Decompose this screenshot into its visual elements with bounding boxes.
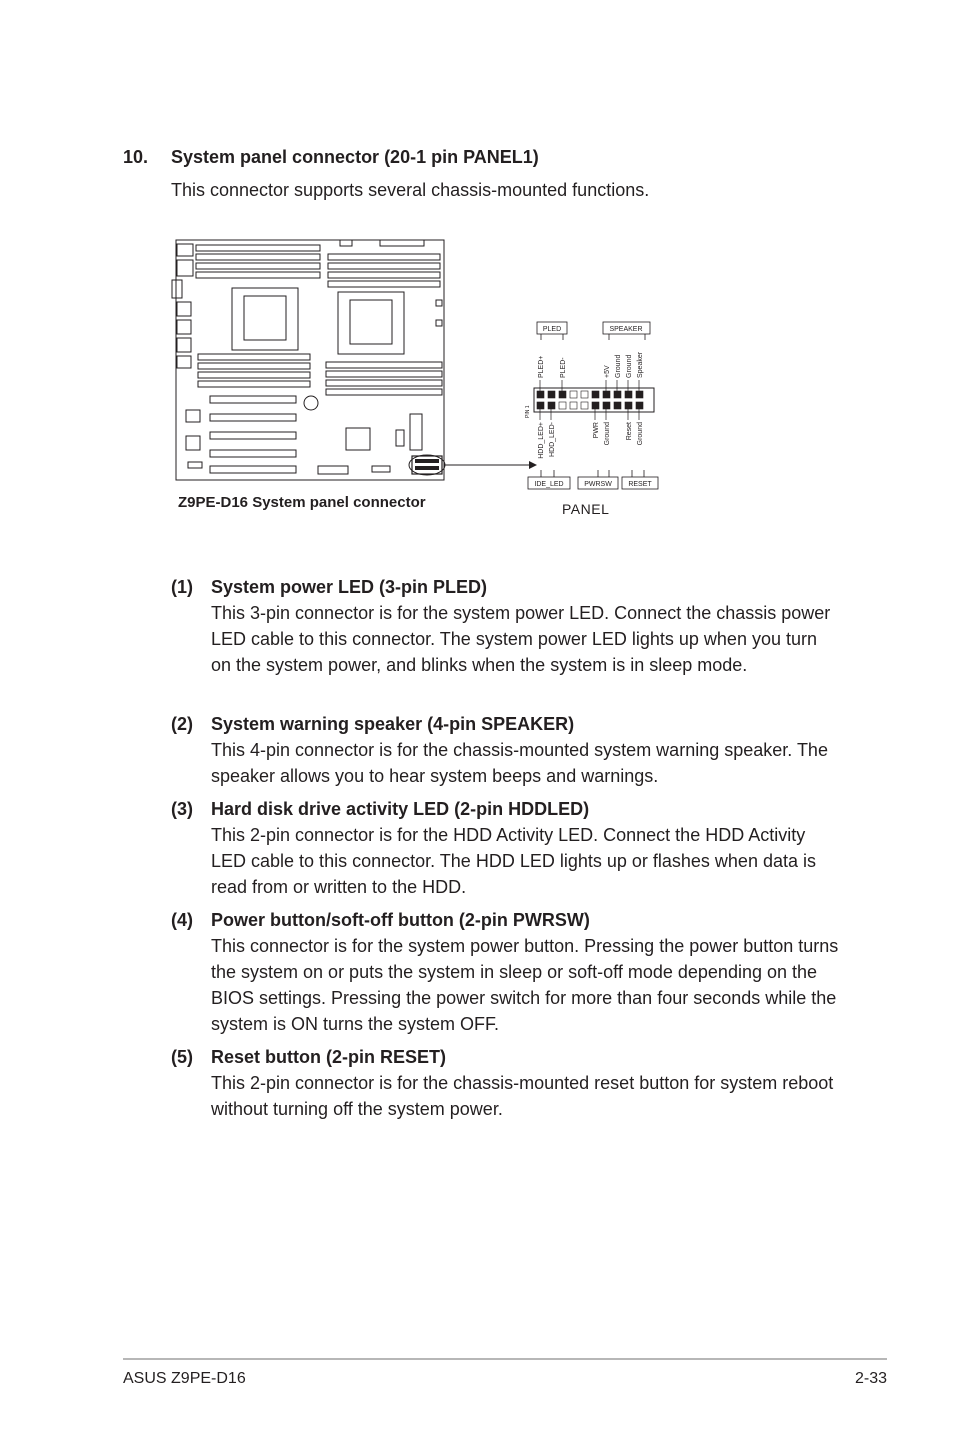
list-item [171, 796, 841, 900]
pin-label-5v: +5V [604, 365, 611, 378]
pin-label-pwr: PWR [593, 422, 600, 439]
item-number: (4) [171, 910, 193, 930]
item-number: (3) [171, 799, 193, 819]
panel-connector-figure [0, 0, 954, 560]
list-item [171, 1044, 841, 1122]
speaker-label: SPEAKER [609, 326, 643, 333]
section-number: 10. [123, 147, 149, 167]
item-title: System power LED (3-pin PLED) [211, 577, 488, 597]
pin-label-ground-4: Ground [637, 422, 644, 446]
item-title: Power button/soft-off button (2-pin PWRSW) [211, 910, 590, 930]
section-intro: This connector supports several chassis-mounted functions. [171, 180, 650, 200]
footer-product-name: ASUS Z9PE-D16 [123, 1370, 246, 1387]
item-body: This 2-pin connector is for the HDD Activity LED. Connect the HDD Activity LED cable to this connector. The HDD LED lights up or flashes when data is read from or written to the HDD. [211, 825, 816, 897]
panel-label: PANEL [562, 501, 610, 517]
item-title: Hard disk drive activity LED (2-pin HDDLED) [211, 799, 590, 819]
panel1-header-location [412, 456, 442, 474]
pin-label-ground-3: Ground [604, 422, 611, 446]
item-body: This 4-pin connector is for the chassis-mounted system warning speaker. The speaker allows you to hear system beeps and warnings. [211, 740, 828, 786]
item-body: This connector is for the system power button. Pressing the power button turns the system on or puts the system in sleep or soft-off mode depending on the BIOS settings. Pressing the power switch for more than four seconds while the system is ON turns the system OFF. [211, 936, 839, 1034]
figure-caption: Z9PE-D16 System panel connector [178, 494, 426, 511]
pwrsw-label: PWRSW [584, 481, 612, 488]
pin-label-reset: Reset [626, 422, 633, 441]
item-body: This 3-pin connector is for the system power LED. Connect the chassis power LED cable to this connector. The system power LED lights up when you turn on the system power, and blinks when the system is in sleep mode. [211, 603, 831, 675]
item-number: (5) [171, 1047, 193, 1067]
list-item [171, 574, 841, 678]
pin-label-hdd-led-plus: HDD_LED+ [538, 422, 545, 459]
pled-label: PLED [542, 326, 562, 333]
item-number: (2) [171, 714, 193, 734]
item-title: Reset button (2-pin RESET) [211, 1047, 446, 1067]
pin-label-pled-plus: PLED+ [538, 355, 545, 378]
pin1-label: PIN 1 [525, 405, 531, 418]
ide-led-label: IDE_LED [534, 481, 564, 488]
page-number: 2-33 [854, 1370, 887, 1387]
reset-label: RESET [628, 481, 652, 488]
pin-label-hdd-led-minus: HDD_LED- [549, 422, 556, 458]
pin-label-speaker: Speaker [637, 351, 644, 378]
item-number: (1) [171, 577, 193, 597]
section-title: System panel connector (20-1 pin PANEL1) [171, 147, 539, 167]
item-title: System warning speaker (4-pin SPEAKER) [211, 714, 575, 734]
panel-pin-header [534, 388, 654, 412]
footer-divider [123, 1358, 887, 1360]
pin-label-ground-1: Ground [615, 354, 622, 378]
pin-label-pled-minus: PLED- [560, 357, 567, 378]
pin-label-ground-2: Ground [626, 354, 633, 378]
list-item [171, 907, 841, 1037]
list-item [171, 711, 841, 789]
motherboard-diagram [172, 240, 444, 480]
item-body: This 2-pin connector is for the chassis-mounted reset button for system reboot without turning off the system power. [211, 1073, 834, 1119]
